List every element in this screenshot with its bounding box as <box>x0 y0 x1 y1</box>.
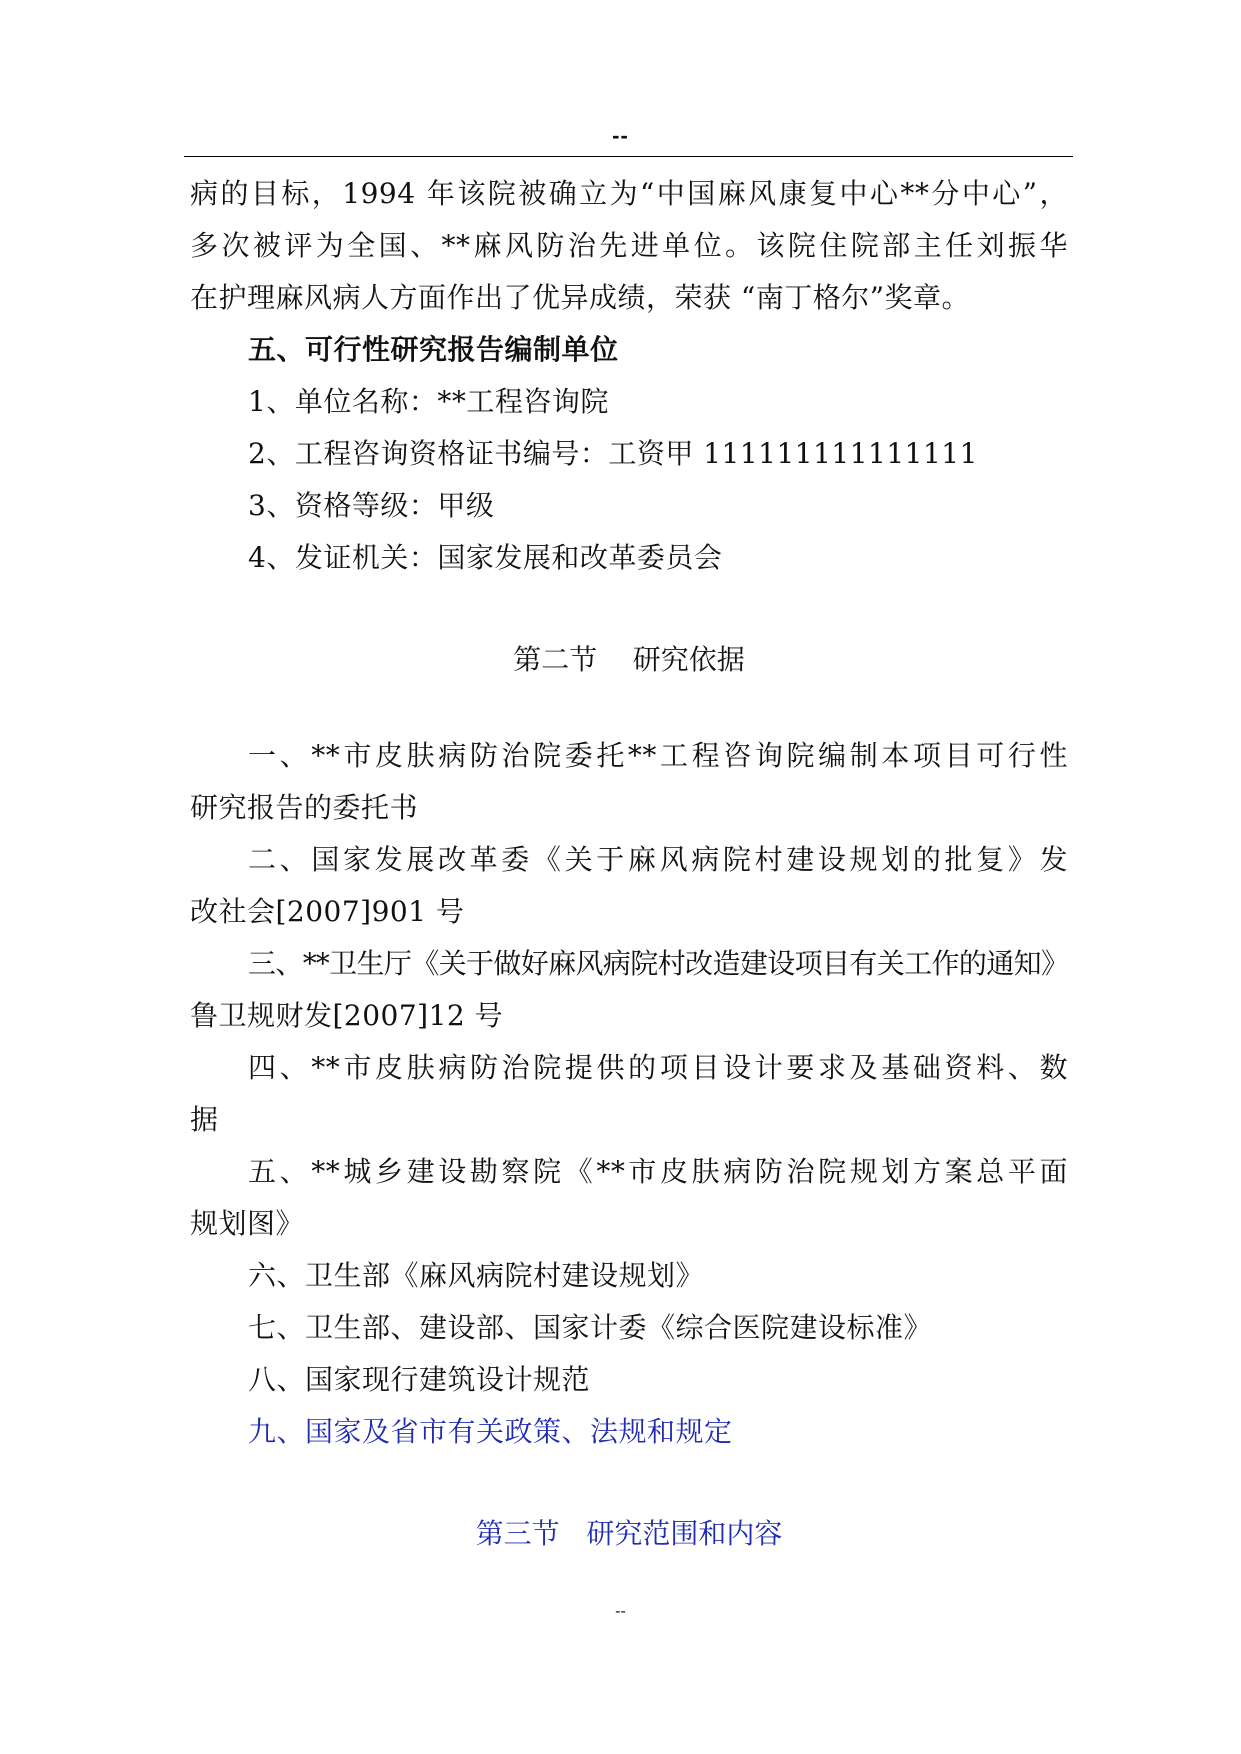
section-title-scope: 第三节 研究范围和内容 <box>475 1517 783 1550</box>
basis-item-2-line-2: 改社会[2007]901 号 <box>190 895 465 928</box>
unit-item-name: 1、单位名称：**工程咨询院 <box>248 385 609 418</box>
section-title-basis: 第二节 研究依据 <box>513 643 745 676</box>
spacer <box>190 584 1068 634</box>
basis-item-9: 九、国家及省市有关政策、法规和规定 <box>248 1415 733 1448</box>
basis-item-1-line-2: 研究报告的委托书 <box>190 791 419 824</box>
spacer <box>190 1458 1068 1508</box>
intro-line-3: 在护理麻风病人方面作出了优异成绩，荣获 “南丁格尔”奖章。 <box>190 281 971 314</box>
basis-item-3-line-2: 鲁卫规财发[2007]12 号 <box>190 999 504 1032</box>
page-footer-mark: -- <box>615 1603 626 1620</box>
unit-item-cert: 2、工程咨询资格证书编号：工资甲 111111111111111 <box>248 437 978 470</box>
header-rule <box>184 156 1073 157</box>
basis-item-7: 七、卫生部、建设部、国家计委《综合医院建设标准》 <box>248 1311 933 1344</box>
basis-item-8: 八、国家现行建筑设计规范 <box>248 1363 591 1396</box>
document-body <box>190 168 1068 1560</box>
page-header-mark: -- <box>612 123 629 148</box>
basis-item-5-line-1: 五、**城乡建设勘察院《**市皮肤病防治院规划方案总平面 <box>248 1155 1068 1188</box>
intro-line-2: 多次被评为全国、**麻风防治先进单位。该院住院部主任刘振华 <box>190 229 1068 262</box>
basis-item-3-line-1: 三、**卫生厅《关于做好麻风病院村改造建设项目有关工作的通知》 <box>248 947 1068 980</box>
intro-line-1: 病的目标，1994 年该院被确立为“中国麻风康复中心**分中心”， <box>190 177 1068 210</box>
unit-item-grade: 3、资格等级：甲级 <box>248 489 495 522</box>
basis-item-2-line-1: 二、国家发展改革委《关于麻风病院村建设规划的批复》发 <box>248 843 1068 876</box>
basis-item-4-line-2: 据 <box>190 1103 219 1136</box>
basis-item-6: 六、卫生部《麻风病院村建设规划》 <box>248 1259 705 1292</box>
unit-item-issuer: 4、发证机关：国家发展和改革委员会 <box>248 541 723 574</box>
basis-item-4-line-1: 四、**市皮肤病防治院提供的项目设计要求及基础资料、数 <box>248 1051 1068 1084</box>
basis-item-1-line-1: 一、**市皮肤病防治院委托**工程咨询院编制本项目可行性 <box>248 739 1068 772</box>
spacer <box>190 686 1068 730</box>
basis-item-5-line-2: 规划图》 <box>190 1207 305 1240</box>
unit-heading: 五、可行性研究报告编制单位 <box>248 333 619 366</box>
